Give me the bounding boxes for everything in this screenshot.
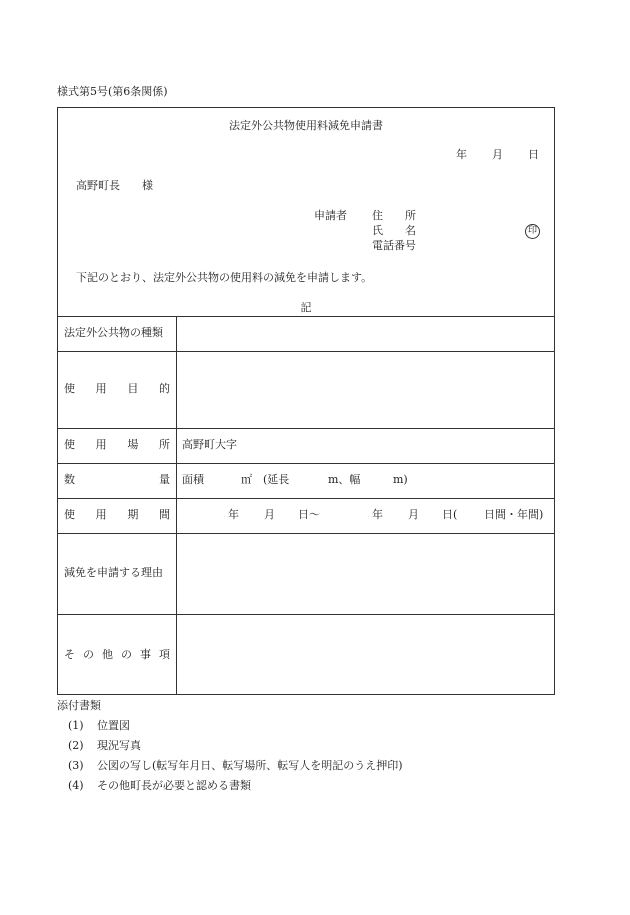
date-day: 日 (528, 148, 539, 161)
attachment-item: 公図の写し(転写年月日、転写場所、転写人を明記のうえ押印) (97, 759, 403, 772)
table-divider (58, 316, 554, 317)
purpose-label: 使 用 目 的 (64, 382, 170, 395)
applicant-name-label: 氏 名 (372, 224, 416, 237)
period-duration: 日間・年間) (484, 508, 544, 521)
table-divider (58, 428, 554, 429)
period-end-month: 月 (408, 508, 419, 521)
period-start-year: 年 (228, 508, 239, 521)
attachment-item: 位置図 (97, 719, 130, 732)
area-label: 面積 (182, 473, 204, 486)
attachment-number: (2) (68, 739, 84, 752)
addressee: 高野町長 様 (76, 179, 153, 192)
form-number-label: 様式第5号(第6条関係) (57, 85, 168, 98)
applicant-address-label: 住 所 (372, 209, 416, 222)
length-unit: m、幅 (328, 473, 361, 486)
attachment-number: (1) (68, 719, 84, 732)
table-divider (58, 533, 554, 534)
intro-text: 下記のとおり、法定外公共物の使用料の減免を申請します。 (76, 271, 373, 284)
table-divider (58, 614, 554, 615)
table-divider (58, 463, 554, 464)
location-field[interactable]: 高野町大字 (182, 438, 237, 451)
period-label: 使 用 期 間 (64, 508, 170, 521)
location-label: 使 用 場 所 (64, 438, 170, 451)
date-year: 年 (456, 148, 467, 161)
length-open: (延長 (263, 473, 290, 486)
applicant-label: 申請者 (314, 209, 347, 222)
period-start-day: 日〜 (298, 508, 320, 521)
table-divider (58, 351, 554, 352)
reason-label: 減免を申請する理由 (64, 566, 163, 579)
attachment-number: (4) (68, 779, 84, 792)
attachment-item: 現況写真 (97, 739, 141, 752)
table-divider (58, 498, 554, 499)
attachment-number: (3) (68, 759, 84, 772)
attachments-heading: 添付書類 (57, 699, 101, 712)
period-end-year: 年 (372, 508, 383, 521)
type-label: 法定外公共物の種類 (64, 326, 163, 339)
form-title: 法定外公共物使用料減免申請書 (229, 119, 383, 132)
attachment-item: その他町長が必要と認める書類 (97, 779, 251, 792)
ki-heading: 記 (300, 301, 312, 314)
period-end-day: 日( (442, 508, 458, 521)
seal-mark: 印 (525, 224, 540, 239)
applicant-phone-label: 電話番号 (372, 239, 416, 252)
column-divider (176, 316, 177, 695)
quantity-label: 数 量 (64, 473, 170, 486)
application-form (57, 107, 555, 695)
period-start-month: 月 (264, 508, 275, 521)
width-unit: m) (393, 473, 408, 486)
date-month: 月 (492, 148, 503, 161)
other-matters-label: そ の 他 の 事 項 (64, 648, 170, 661)
area-unit: ㎡ (241, 473, 252, 486)
